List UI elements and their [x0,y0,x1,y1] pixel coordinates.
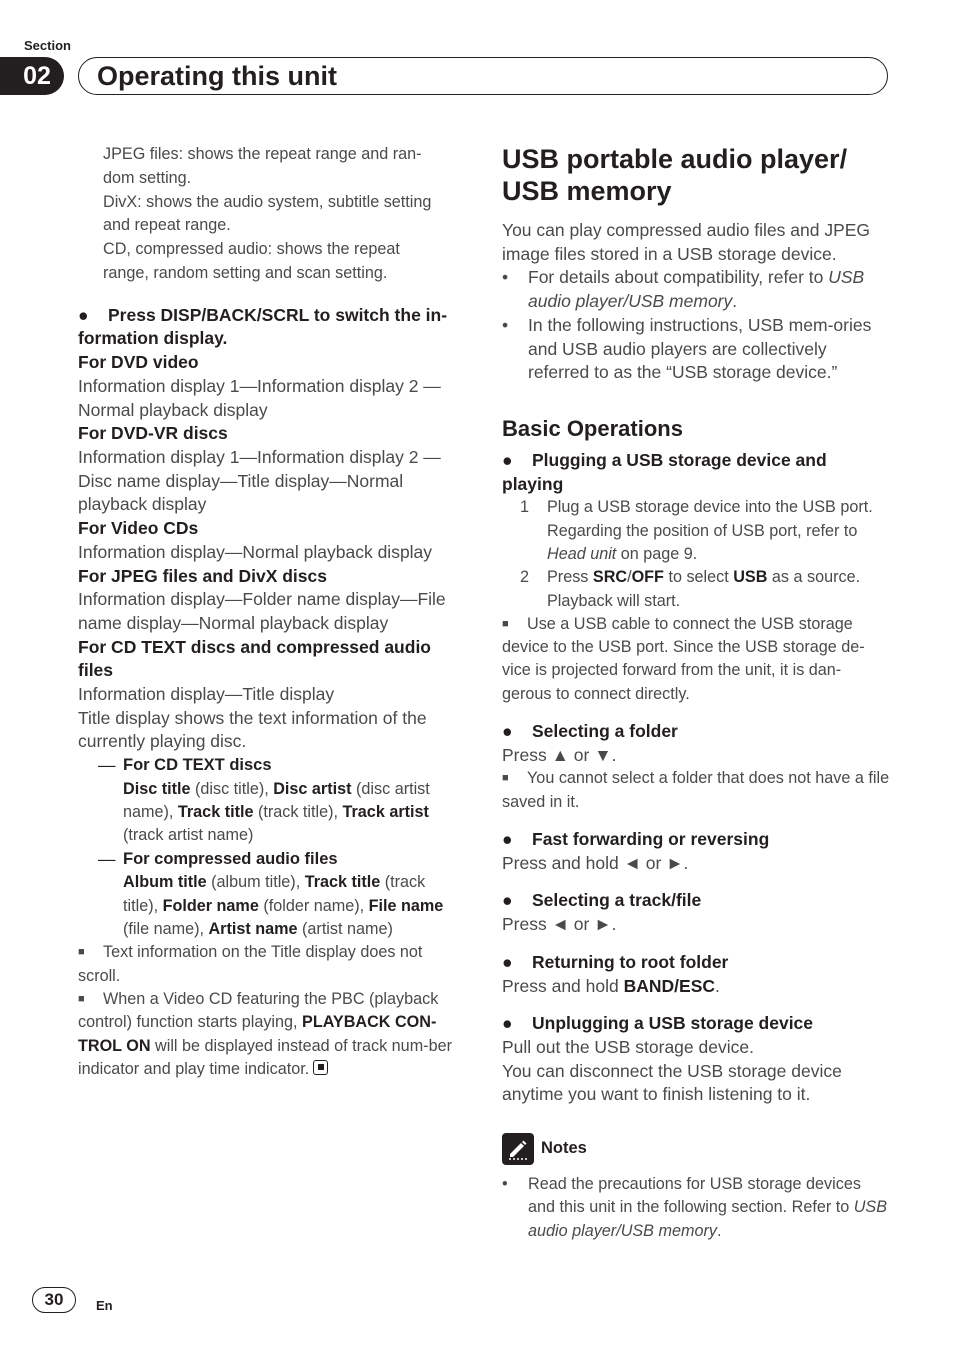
dash-compressed [98,848,464,872]
album-title-desc: (album title), [206,873,305,892]
usb-heading: USB portable audio player/ USB memory [502,144,848,206]
artist-name-desc: (artist name) [297,920,393,939]
end-of-section-icon [313,1060,328,1075]
left-column [78,143,464,1081]
step-2-usb: USB [733,568,768,587]
step-2-off: OFF [631,568,664,587]
vcd-text: Information display—Normal playback display [78,541,433,562]
note-square-icon: ■ [78,992,85,1005]
notes-heading-text: Notes [541,1139,587,1158]
notes-bullet-ref: USB audio player/USB memory [528,1198,888,1240]
root-heading [502,951,890,975]
usb-bullet-1-c: . [732,291,738,312]
dvdvr-heading: For DVD-VR discs [78,423,228,444]
intro-line: DivX: shows the audio system, subtitle setting [103,192,432,211]
step-2-a: Press [547,568,593,587]
step-2-g: as a source. [767,568,861,587]
unplug-heading-text: Unplugging a USB storage device [532,1013,814,1034]
bullet-dot-icon: ● [502,890,513,911]
folder-heading [502,720,890,744]
disc-title-label: Disc title [123,779,191,798]
compressed-items [78,871,464,941]
folder-note-text: You cannot select a folder that does not have a file saved in it. [502,769,890,811]
ff-heading [502,828,890,852]
notes-bullet-c: . [716,1221,722,1240]
root-heading-text: Returning to root folder [532,951,729,972]
step-1-text: Plug a USB storage device into the USB port. [547,498,873,517]
step-2-after: Playback will start. [547,591,681,610]
track-heading [502,889,890,913]
intro-line: dom setting. [103,168,192,187]
notes-bullet-a: Read the precautions for USB storage devices and this unit in the following section. Refer to [528,1175,861,1217]
pencil-icon [502,1133,534,1165]
note-pbc-text-c: will be displayed instead of track num-ber indicator and play time indicator. [78,1036,452,1078]
folder-note [502,767,890,814]
bullet-dot-icon: ● [78,304,89,325]
note-square-icon: ■ [502,617,509,630]
file-name-label: File name [368,896,444,915]
page-number-text: 30 [44,1290,64,1309]
step-2-src: SRC [592,568,628,587]
bullet-dot-icon: • [502,1175,508,1194]
usb-bullet-1-a: For details about compatibility, refer to [528,267,829,288]
folder-name-label: Folder name [162,896,259,915]
step-2 [502,566,890,613]
track-text: Press ◄ or ►. [502,914,617,935]
root-text-a: Press and hold [502,975,624,996]
dvdvr-text: Information display 1—Information display 2 —Disc name display—Title display—Normal playback display [78,447,441,515]
root-text-band: BAND/ESC [623,975,716,996]
root-text [502,975,890,999]
root-text-c: . [715,975,720,996]
track-artist-desc: (track artist name) [123,826,254,845]
dash-cdtext-heading: For CD TEXT discs [123,756,272,775]
cdtext-heading: For CD TEXT discs and compressed audio files [78,636,431,681]
track-heading-text: Selecting a track/file [532,890,702,911]
intro-line: CD, compressed audio: shows the repeat [103,240,400,259]
intro-line: JPEG files: shows the repeat range and ran- [103,145,422,163]
dash-compressed-heading: For compressed audio files [123,849,338,868]
cdtext-items [78,778,464,848]
jpeg-text: Information display—Folder name display—File name display—Normal playback display [78,589,446,633]
page-title-text: Operating this unit [97,60,337,91]
track-artist-label: Track artist [342,803,429,822]
dvd-video-text: Information display 1—Information display 2 —Normal playback display [78,375,441,420]
step-1-ref-c: on page 9. [616,544,698,563]
notes-bullet [502,1173,890,1243]
usb-intro: You can play compressed audio files and JPEG image files stored in a USB storage device. [502,220,871,264]
step-2-e: to select [663,568,734,587]
jpeg-heading: For JPEG files and DivX discs [78,565,327,586]
step-number: 1 [520,498,530,517]
usb-bullet-2-text: In the following instructions, USB mem-ories and USB audio players are collectively referred to as the “USB storage device.” [528,314,872,383]
plug-note-text: Use a USB cable to connect the USB storage device to the USB port. Since the USB storage de-vice is projected forward from the unit, it is dan-gerous to connect directly. [502,614,865,703]
bullet-dot-icon: ● [502,829,513,849]
page-title [78,57,888,95]
usb-bullet-2 [502,314,890,385]
dash-mark: — [98,755,116,776]
disc-artist-desc: (disc artist name), [123,779,430,822]
folder-heading-text: Selecting a folder [532,721,678,741]
disc-artist-label: Disc artist [273,779,352,798]
intro-line: and repeat range. [103,216,231,235]
basic-operations-heading: Basic Operations [502,415,683,441]
track-title-desc: (track title), [123,873,426,915]
folder-name-desc: (folder name), [258,896,369,915]
section-label: Section [24,38,71,53]
file-name-desc: (file name), [123,920,209,939]
vcd-heading: For Video CDs [78,518,199,539]
unplug-text: Pull out the USB storage device. [502,1036,754,1057]
dash-cdtext [98,754,464,778]
bullet-dot-icon: ● [502,1013,513,1034]
notes-heading [502,1133,890,1165]
note-pbc-text-a: When a Video CD featuring the PBC (playback control) function starts playing, [78,989,439,1032]
unplug-text-2: You can disconnect the USB storage device anytime you want to finish listening to it. [502,1060,842,1105]
ff-text: Press and hold ◄ or ►. [502,852,689,873]
step-1 [502,496,890,566]
section-number-badge: 02 [0,57,64,95]
disc-title-desc: (disc title), [190,779,274,798]
note-square-icon: ■ [502,772,509,785]
note-scroll [78,941,464,988]
note-pbc [78,988,464,1081]
artist-name-label: Artist name [208,920,298,939]
step-1-ref-b: Head unit [547,544,617,563]
bullet-dot-icon: • [502,267,509,288]
unplug-heading [502,1012,890,1036]
dvd-video-heading: For DVD video [78,352,199,373]
intro-line: range, random setting and scan setting. [103,263,388,282]
press-disp-heading [78,304,464,351]
title-display-text: Title display shows the text information of the currently playing disc. [78,707,427,752]
ff-heading-text: Fast forwarding or reversing [532,829,770,849]
usb-bullet-1-ref: USB audio player/USB memory [528,267,865,312]
step-2-slash: / [627,568,632,587]
right-column [502,143,890,1243]
step-1-ref-a: Regarding the position of USB port, refer to [547,521,858,540]
usb-bullet-1 [502,266,890,313]
bullet-dot-icon: • [502,314,509,335]
note-square-icon: ■ [78,946,85,959]
bullet-dot-icon: ● [502,721,513,741]
intro-block [78,143,464,286]
cdtext-text: Information display—Title display [78,684,335,705]
dash-mark: — [98,848,116,869]
album-title-label: Album title [123,873,207,892]
press-disp-text: Press DISP/BACK/SCRL to switch the in-formation display. [78,304,448,349]
track-title-label: Track title [304,873,381,892]
step-number: 2 [520,568,530,587]
track-title-desc: (track title), [253,803,343,822]
plug-heading-text: Plugging a USB storage device and playing [502,449,827,494]
track-title-label: Track title [177,803,254,822]
note-pbc-text-b: PLAYBACK CON-TROL ON [78,1013,437,1055]
bullet-dot-icon: ● [502,951,513,972]
bullet-dot-icon: ● [502,449,513,470]
note-scroll-text: Text information on the Title display does not scroll. [78,943,423,985]
page-number [32,1287,76,1313]
plug-heading [502,449,890,496]
language-label: En [96,1298,113,1313]
folder-text: Press ▲ or ▼. [502,744,617,765]
plug-note [502,613,890,706]
